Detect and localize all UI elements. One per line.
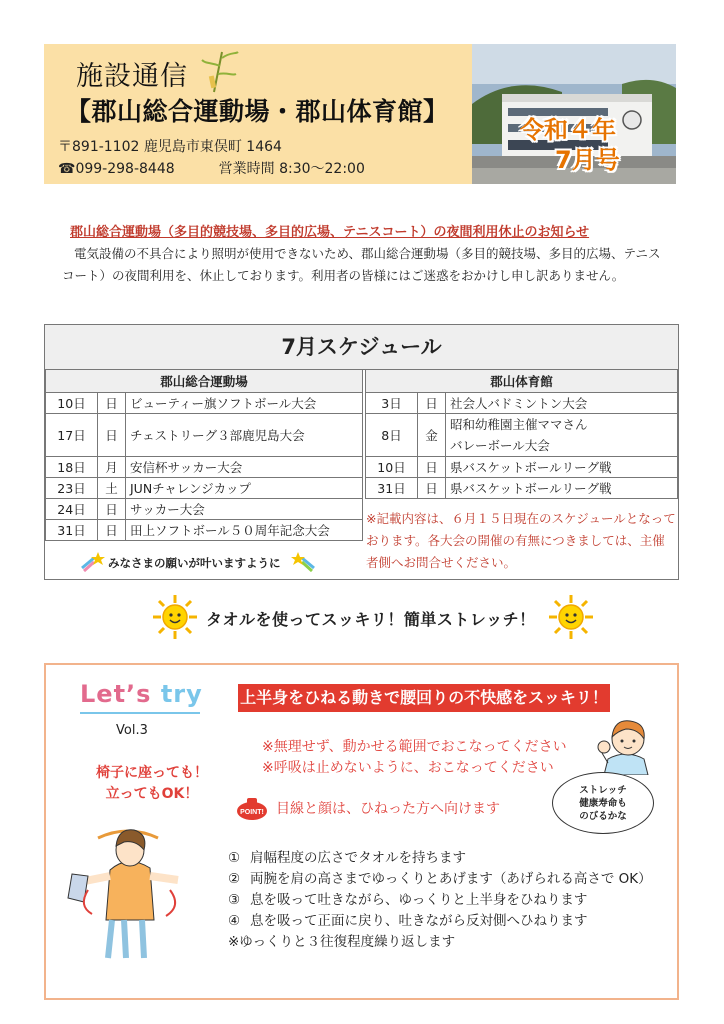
logo-underline (80, 712, 200, 714)
row-date: 31日 (366, 478, 418, 499)
step-number: ② (228, 871, 241, 887)
row-event: 県バスケットボールリーグ戦 (446, 478, 678, 499)
row-day: 金 (418, 414, 446, 457)
row-day: 日 (418, 393, 446, 414)
address: 〒891-1102 鹿児島市東俣町 1464 (58, 139, 282, 155)
bamboo-icon (200, 48, 240, 98)
point-text: 目線と顔は、ひねった方へ向けます (276, 801, 500, 817)
step-number: ③ (228, 892, 241, 908)
row-date: 24日 (46, 499, 98, 520)
row-event: 県バスケットボールリーグ戦 (446, 457, 678, 478)
table-row (366, 414, 678, 457)
row-date: 18日 (46, 457, 98, 478)
repeat-note: ※ゆっくりと３往復程度繰り返します (228, 934, 456, 950)
steps-list (228, 848, 652, 953)
table-row (46, 414, 363, 457)
step-item (228, 869, 652, 890)
point-icon (236, 797, 268, 825)
notice-title: 郡山総合運動場（多目的競技場、多目的広場、テニスコート）の夜間利用休止のお知らせ (70, 225, 590, 240)
left-venue-header: 郡山総合運動場 (46, 370, 363, 393)
notice-body: 電気設備の不具合により照明が使用できないため、郡山総合運動場（多目的競技場、多目的広場、テニスコート）の夜間利用を、休止しております。利用者の皆様にはご迷惑をおかけし申し訳ありません。 (62, 246, 661, 283)
row-event: 安信杯サッカー大会 (126, 457, 363, 478)
sun-icon (548, 594, 594, 644)
table-row (366, 393, 678, 414)
try-word: try (160, 680, 203, 708)
stretch-headline: タオルを使ってスッキリ！簡単ストレッチ！ (206, 610, 536, 629)
table-row (46, 478, 363, 499)
opening-hours: 営業時間 8:30～22:00 (218, 161, 365, 177)
schedule-table-left (45, 369, 363, 541)
step-item (228, 890, 652, 911)
phone-icon: ☎ (58, 161, 76, 177)
row-date: 10日 (46, 393, 98, 414)
stretch-banner: 上半身をひねる動きで腰回りの不快感をスッキリ！ (238, 684, 610, 712)
row-event: JUNチャレンジカップ (126, 478, 363, 499)
table-row (46, 499, 363, 520)
table-row (46, 520, 363, 541)
stretching-person-illustration (58, 810, 198, 964)
row-event (446, 414, 678, 457)
facility-name: 【郡山総合運動場・郡山体育館】 (66, 97, 449, 126)
chair-note-line2: 立ってもOK！ (105, 786, 199, 802)
row-event: ビューティー旗ソフトボール大会 (126, 393, 363, 414)
sun-icon (152, 594, 198, 644)
contact-row (58, 158, 365, 178)
schedule-table-right (365, 369, 678, 499)
row-day: 日 (98, 499, 126, 520)
warning-1: ※無理せず、動かせる範囲でおこなってください (262, 739, 567, 755)
row-event: 社会人バドミントン大会 (446, 393, 678, 414)
row-event: チェストリーグ３部鹿児島大会 (126, 414, 363, 457)
row-event-line2: バレーボール大会 (450, 438, 550, 453)
row-date: 17日 (46, 414, 98, 457)
bubble-line3: のびるかな (579, 811, 627, 822)
row-event: サッカー大会 (126, 499, 363, 520)
table-row (366, 457, 678, 478)
shooting-star-icon (290, 550, 316, 576)
step-item (228, 848, 652, 869)
schedule-note: ※記載内容は、６月１５日現在のスケジュールとなっております。各大会の開催の有無につきましては、主催者側へお問合せください。 (366, 511, 676, 570)
step-number: ④ (228, 913, 241, 929)
issue-year: 令和４年 (520, 116, 616, 144)
step-text: 肩幅程度の広さでタオルを持ちます (250, 850, 466, 866)
bubble-line2: 健康寿命も (579, 798, 627, 809)
row-date: 10日 (366, 457, 418, 478)
row-date: 3日 (366, 393, 418, 414)
row-event-line1: 昭和幼稚園主催ママさん (450, 417, 588, 432)
row-day: 月 (98, 457, 126, 478)
phone-number: 099-298-8448 (75, 161, 175, 177)
right-venue-header: 郡山体育館 (366, 370, 678, 393)
table-row (46, 393, 363, 414)
step-text: 息を吸って正面に戻り、吐きながら反対側へひねります (250, 913, 588, 929)
step-item (228, 911, 652, 932)
point-label: POINT! (240, 809, 264, 816)
row-day: 日 (418, 478, 446, 499)
row-day: 日 (418, 457, 446, 478)
warning-2: ※呼吸は止めないように、おこなってください (262, 760, 554, 776)
issue-month: 7月号 (555, 146, 620, 174)
speech-bubble (552, 772, 654, 834)
table-row (366, 478, 678, 499)
schedule-title: 7月スケジュール (45, 325, 678, 370)
step-text: 息を吸って吐きながら、ゆっくりと上半身をひねります (250, 892, 588, 908)
step-text: 両腕を肩の高さまでゆっくりとあげます（あげられる高さで OK） (250, 871, 652, 887)
row-day: 日 (98, 393, 126, 414)
row-date: 31日 (46, 520, 98, 541)
row-date: 23日 (46, 478, 98, 499)
shooting-star-icon (80, 550, 106, 576)
volume-label: Vol.3 (116, 723, 148, 738)
lets-try-logo (80, 680, 203, 708)
chair-note-line1: 椅子に座っても！ (96, 765, 208, 781)
row-day: 土 (98, 478, 126, 499)
row-day: 日 (98, 520, 126, 541)
page-title: 施設通信 (76, 61, 188, 92)
chair-note (96, 763, 208, 805)
lets-word: Let’s (80, 680, 152, 708)
bubble-line1: ストレッチ (579, 785, 627, 796)
step-number: ① (228, 850, 241, 866)
wish-message: みなさまの願いが叶いますように (108, 556, 281, 570)
row-day: 日 (98, 414, 126, 457)
table-row (46, 457, 363, 478)
row-date: 8日 (366, 414, 418, 457)
row-event: 田上ソフトボール５０周年記念大会 (126, 520, 363, 541)
health-worker-illustration (592, 713, 662, 779)
